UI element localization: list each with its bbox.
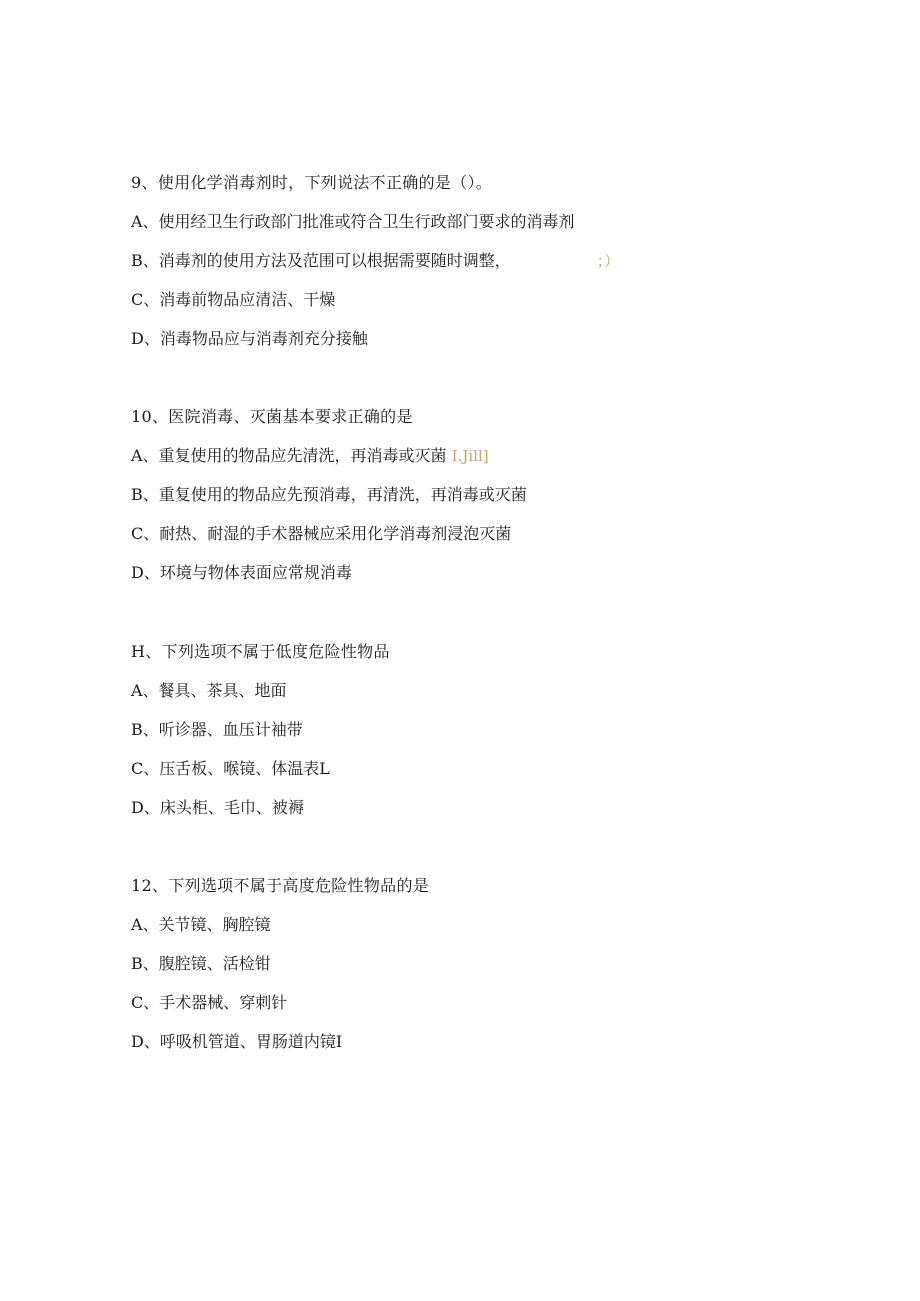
option-b xyxy=(131,248,831,287)
question-stem: 9、使用化学消毒剂时，下列说法不正确的是（）。 xyxy=(131,173,493,192)
option-a: A、关节镜、胸腔镜 xyxy=(131,915,271,934)
margin-note: ；） xyxy=(596,252,620,270)
option-b: B、听诊器、血压计袖带 xyxy=(131,720,303,739)
option-a-text: A、重复使用的物品应先清洗，再消毒或灭菌 xyxy=(131,446,447,465)
question-stem: 12、下列选项不属于高度危险性物品的是 xyxy=(131,876,430,895)
option-d: D、环境与物体表面应常规消毒 xyxy=(131,563,352,582)
option-d: D、消毒物品应与消毒剂充分接触 xyxy=(131,329,368,348)
question-11 xyxy=(131,639,831,834)
option-a: A、餐具、茶具、地面 xyxy=(131,681,287,700)
question-stem: H、下列选项不属于低度危险性物品 xyxy=(131,642,390,661)
option-c: C、压舌板、喉镜、体温表L xyxy=(131,759,330,778)
option-c: C、消毒前物品应清洁、干燥 xyxy=(131,290,336,309)
option-d: D、呼吸机管道、胃肠道内镜I xyxy=(131,1032,343,1051)
question-stem: 10、医院消毒、灭菌基本要求正确的是 xyxy=(131,407,413,426)
question-10 xyxy=(131,404,831,599)
option-d: D、床头柜、毛巾、被褥 xyxy=(131,798,304,817)
option-c: C、手术器械、穿刺针 xyxy=(131,993,288,1012)
option-b-text: B、消毒剂的使用方法及范围可以根据需要随时调整， xyxy=(131,251,511,270)
option-a xyxy=(131,443,831,482)
option-a: A、使用经卫生行政部门批准或符合卫生行政部门要求的消毒剂 xyxy=(131,212,575,231)
option-b: B、腹腔镜、活检钳 xyxy=(131,954,271,973)
option-b: B、重复使用的物品应先预消毒，再清洗，再消毒或灭菌 xyxy=(131,485,527,504)
option-c: C、耐热、耐湿的手术器械应采用化学消毒剂浸泡灭菌 xyxy=(131,524,512,543)
question-12 xyxy=(131,873,831,1068)
margin-note: I.Jill] xyxy=(451,447,489,465)
question-9 xyxy=(131,170,831,365)
